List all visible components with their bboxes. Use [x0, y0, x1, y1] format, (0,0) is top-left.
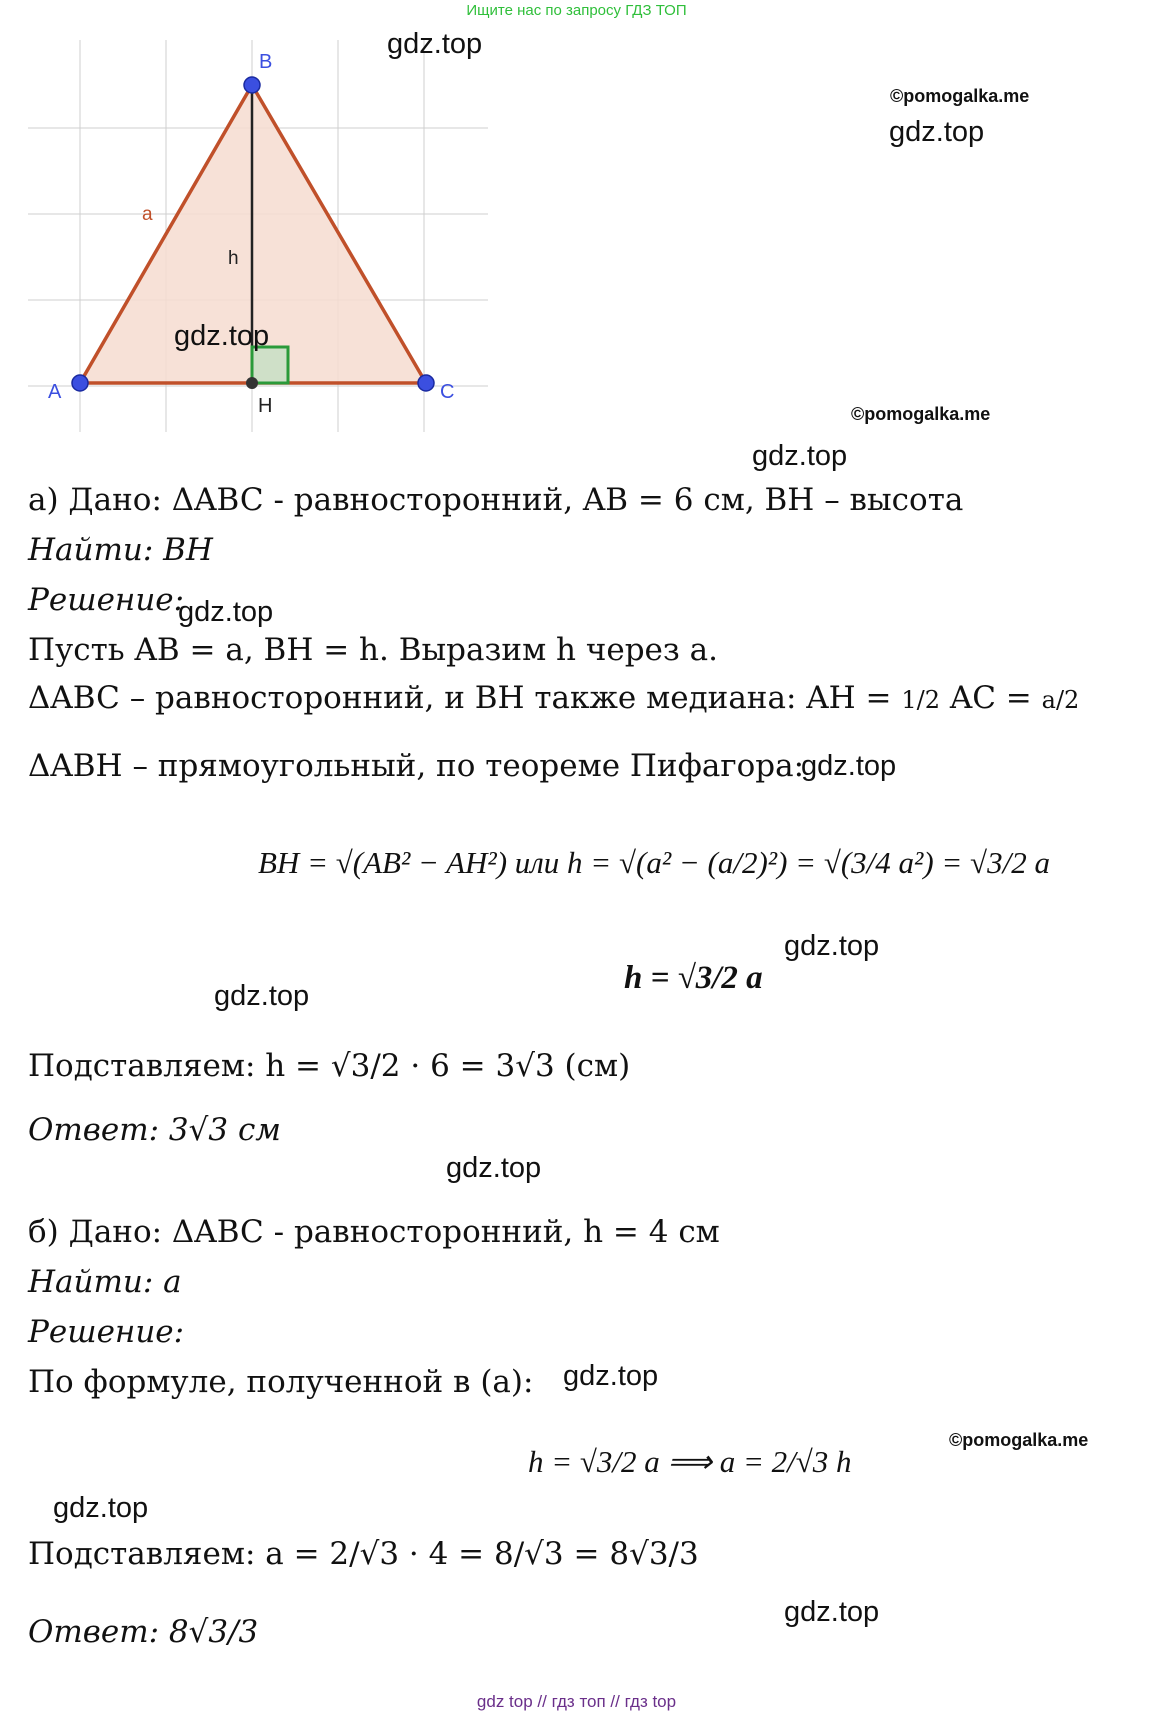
- part-b-formula: h = √3/2 a ⟹ a = 2/√3 h: [528, 1444, 852, 1479]
- part-b-substitute: Подставляем: a = 2/√3 · 4 = 8/√3 = 8√3/3: [28, 1536, 699, 1572]
- watermark: gdz.top: [214, 980, 310, 1012]
- part-a-formula-result: h = √3/2 a: [624, 960, 763, 996]
- watermark: gdz.top: [784, 930, 880, 962]
- vertex-b: [244, 77, 260, 93]
- median-fraction-half: 1/2: [901, 686, 940, 714]
- median-mid: AC =: [949, 680, 1032, 716]
- watermark: gdz.top: [387, 28, 483, 60]
- label-a-vertex: A: [48, 381, 62, 403]
- part-b-find: Найти: a: [28, 1264, 182, 1300]
- median-fraction-a-half: a/2: [1041, 686, 1080, 714]
- top-banner: Ищите нас по запросу ГДЗ ТОП: [466, 2, 687, 19]
- footer-links[interactable]: gdz top // гдз топ // гдз top: [476, 1692, 677, 1711]
- part-a-main-formula: BH = √(AB² − AH²) или h = √(a² − (a/2)²) = √(3/4 a²) = √3/2 a: [258, 845, 1050, 880]
- copyright-mark: ©pomogalka.me: [949, 1430, 1089, 1450]
- label-side-a: a: [142, 204, 153, 225]
- part-a-find: Найти: BH: [28, 532, 213, 568]
- part-b-solution-heading: Решение:: [28, 1314, 185, 1350]
- part-a-answer: [28, 1112, 281, 1148]
- foot-h: [246, 377, 258, 389]
- part-a-pythagoras: ΔABH – прямоугольный, по теореме Пифагора:: [28, 748, 805, 784]
- watermark: gdz.top: [174, 320, 270, 352]
- part-a-solution-heading: Решение:: [28, 582, 185, 618]
- watermark: gdz.top: [752, 440, 848, 472]
- part-b-answer-text: Ответ: 8√3/3: [28, 1614, 259, 1650]
- part-b-by-formula: По формуле, полученной в (а):: [28, 1364, 534, 1400]
- watermark: gdz.top: [178, 596, 274, 628]
- part-a-substitute: Подставляем: h = √3/2 · 6 = 3√3 (см): [28, 1048, 631, 1084]
- part-b-given: б) Дано: ΔABC - равносторонний, h = 4 см: [28, 1214, 720, 1250]
- watermark: gdz.top: [784, 1596, 880, 1628]
- part-a-let: Пусть AB = a, BH = h. Выразим h через a.: [28, 632, 718, 668]
- copyright-mark: ©pomogalka.me: [890, 86, 1030, 106]
- watermark: gdz.top: [53, 1492, 149, 1524]
- median-text: ΔABC – равносторонний, и BH также медиана: AH =: [28, 680, 892, 716]
- vertex-c: [418, 375, 434, 391]
- copyright-mark: ©pomogalka.me: [851, 404, 991, 424]
- part-b-answer: [28, 1614, 258, 1650]
- watermark: gdz.top: [889, 116, 985, 148]
- part-a-median: [28, 680, 1079, 716]
- part-a-answer-text: Ответ: 3√3 см: [28, 1112, 282, 1148]
- triangle-figure: [28, 40, 488, 432]
- part-a-given: а) Дано: ΔABC - равносторонний, AB = 6 см, BH – высота: [28, 482, 964, 518]
- watermark: gdz.top: [446, 1152, 542, 1184]
- watermark: gdz.top: [801, 750, 897, 782]
- watermark: gdz.top: [563, 1360, 659, 1392]
- label-b-vertex: B: [259, 51, 273, 73]
- label-height-h: h: [228, 248, 239, 269]
- label-h-foot: H: [258, 395, 273, 417]
- vertex-a: [72, 375, 88, 391]
- label-c-vertex: C: [440, 381, 455, 403]
